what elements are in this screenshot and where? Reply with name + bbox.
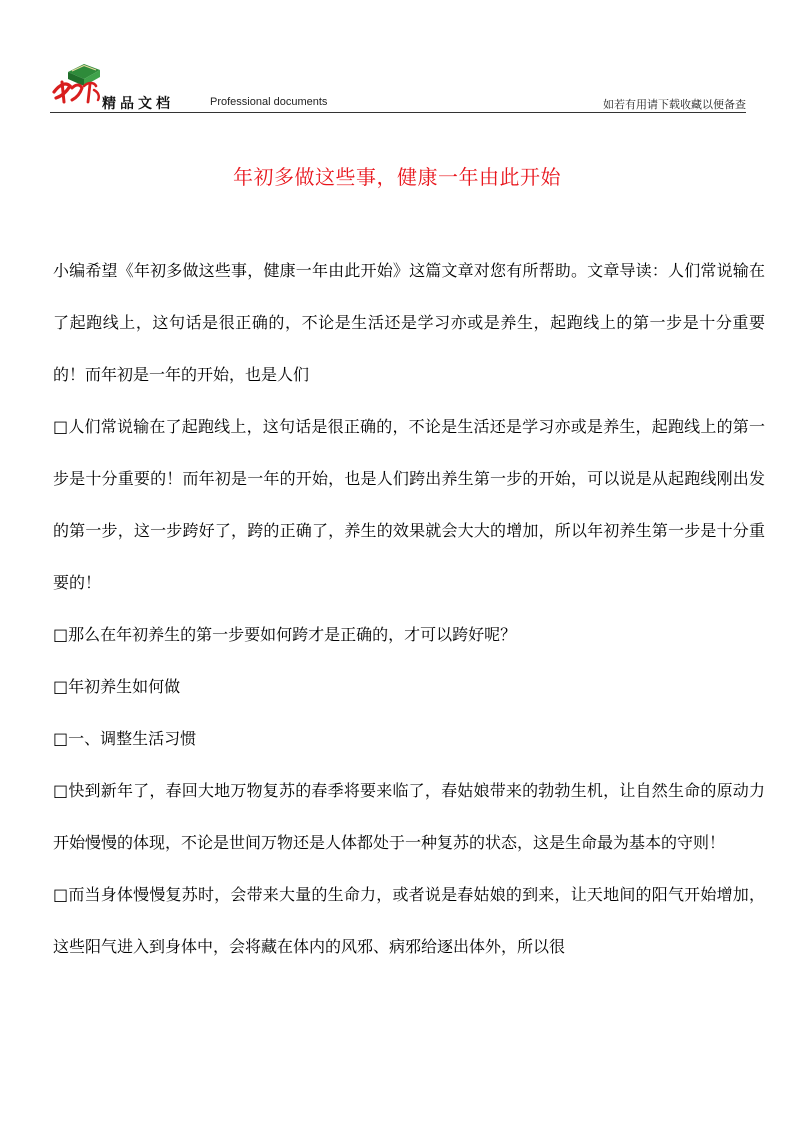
document-title: 年初多做这些事，健康一年由此开始	[233, 165, 561, 189]
page-header	[50, 52, 746, 112]
paragraph: □年初养生如何做	[53, 677, 181, 696]
header-divider	[50, 112, 746, 113]
header-note: 如若有用请下载收藏以便备查	[603, 98, 746, 111]
paragraph: □一、调整生活习惯	[53, 729, 197, 748]
paragraph: □那么在年初养生的第一步要如何跨才是正确的，才可以跨好呢？	[53, 625, 517, 644]
document-body	[53, 245, 765, 973]
knowledge-logo	[50, 52, 108, 108]
brand-name: 精品文档	[102, 96, 174, 112]
paragraph: □而当身体慢慢复苏时，会带来大量的生命力，或者说是春姑娘的到来，让天地间的阳气开始增加，这些阳气进入到身体中，会将藏在体内的风邪、病邪给逐出体外，所以很	[53, 885, 765, 956]
paragraph: □人们常说输在了起跑线上，这句话是很正确的，不论是生活还是学习亦或是养生，起跑线上的第一步是十分重要的！而年初是一年的开始，也是人们跨出养生第一步的开始，可以说是从起跑线刚出发的第一步，这一步跨好了，跨的正确了，养生的效果就会大大的增加，所以年初养生第一步是十分重要的！	[53, 417, 765, 592]
brand-subtitle: Professional documents	[210, 96, 328, 108]
paragraph: 小编希望《年初多做这些事，健康一年由此开始》这篇文章对您有所帮助。文章导读：人们常说输在了起跑线上，这句话是很正确的，不论是生活还是学习亦或是养生，起跑线上的第一步是十分重要的！而年初是一年的开始，也是人们	[53, 261, 765, 384]
paragraph: □快到新年了，春回大地万物复苏的春季将要来临了，春姑娘带来的勃勃生机，让自然生命的原动力开始慢慢的体现，不论是世间万物还是人体都处于一种复苏的状态，这是生命最为基本的守则！	[53, 781, 765, 852]
